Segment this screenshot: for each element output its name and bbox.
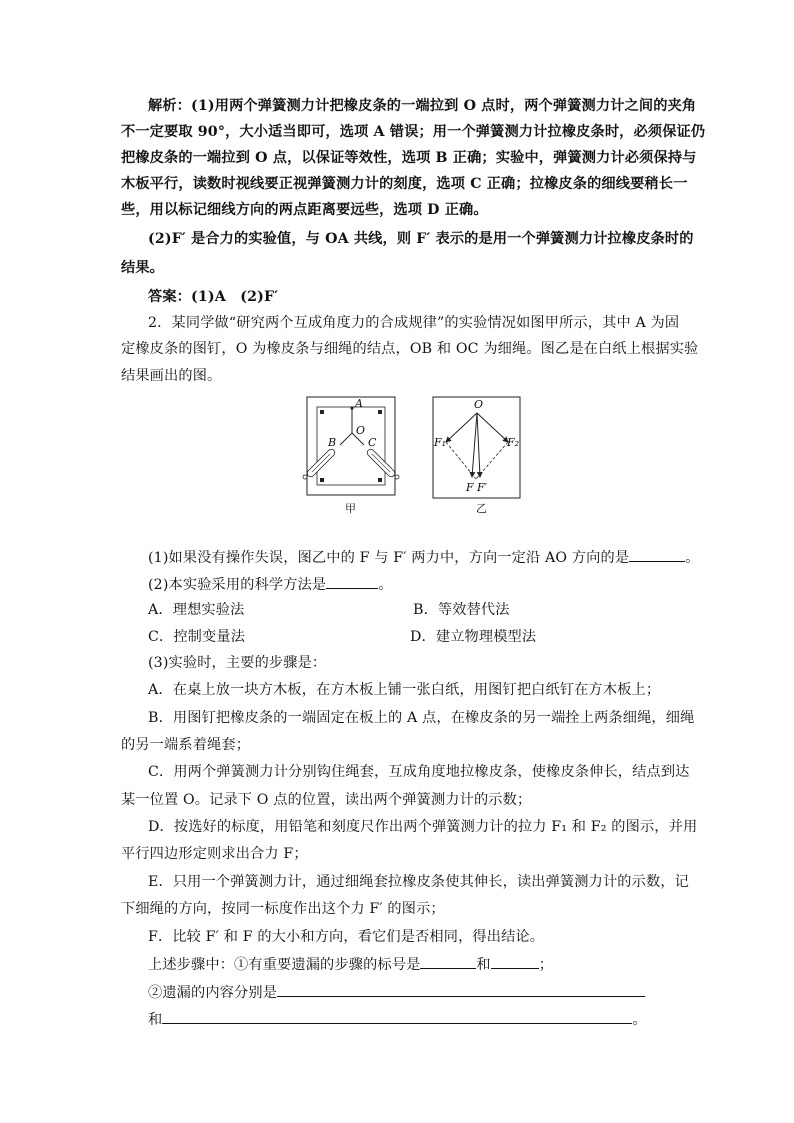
figure-jia-caption: 甲: [345, 502, 356, 515]
result-3-and: 和: [148, 1012, 163, 1028]
result-2-text: ②遗漏的内容分别是: [148, 985, 278, 1001]
analysis-line-5: 些，用以标记细线方向的两点距离要远些，选项 D 正确。: [121, 202, 488, 218]
analysis-line-1: 解析：(1)用两个弹簧测力计把橡皮条的一端拉到 O 点时，两个弹簧测力计之间的夹角: [148, 98, 697, 114]
step-e-line-1: E．只用一个弹簧测力计，通过细绳套拉橡皮条使其伸长，读出弹簧测力计的示数，记: [148, 874, 689, 890]
analysis-line-4: 木板平行，读数时视线要正视弹簧测力计的刻度，选项 C 正确；拉橡皮条的细线要稍长一: [121, 176, 688, 192]
option-b: B．等效替代法: [413, 602, 510, 618]
step-d-line-1: D．按选好的标度，用铅笔和刻度尺作出两个弹簧测力计的拉力 F₁ 和 F₂ 的图示，并用: [148, 819, 698, 835]
figure-jia-label-o: O: [356, 424, 366, 437]
subquestion-2-end: 。: [378, 577, 393, 593]
answer-blank-4[interactable]: [491, 954, 539, 969]
figure-yi-caption: 乙: [476, 502, 487, 515]
figure-jia-label-b: B: [328, 436, 337, 449]
answer-line: 答案：(1)A (2)F′: [148, 289, 279, 305]
result-3-end: 。: [632, 1012, 647, 1028]
step-a: A．在桌上放一块方木板，在方木板上铺一张白纸，用图钉把白纸钉在方木板上；: [148, 682, 661, 698]
option-c: C．控制变量法: [148, 629, 246, 645]
answer-blank-6[interactable]: [162, 1009, 632, 1024]
analysis-line-2: 不一定要取 90°，大小适当即可，选项 A 错误；用一个弹簧测力计拉橡皮条时，必须保证仍: [121, 124, 706, 140]
result-line-3: [148, 1009, 647, 1030]
result-1-and: 和: [476, 957, 491, 973]
figure-jia-label-c: C: [368, 436, 377, 449]
step-b-line-1: B．用图钉把橡皮条的一端固定在板上的 A 点，在橡皮条的另一端拴上两条细绳，细绳: [148, 710, 695, 726]
result-line-2: [148, 982, 645, 1003]
analysis-line-6: (2)F′ 是合力的实验值，与 OA 共线，则 F′ 表示的是用一个弹簧测力计拉橡皮条时的: [148, 231, 694, 247]
step-f: F．比较 F′ 和 F 的大小和方向，看它们是否相同，得出结论。: [148, 929, 545, 945]
figure-jia-label-a: A: [355, 397, 363, 410]
option-d: D．建立物理模型法: [410, 629, 537, 645]
result-1-end: ；: [538, 957, 554, 973]
answer-blank-2[interactable]: [326, 574, 378, 589]
analysis-line-3: 把橡皮条的一端拉到 O 点，以保证等效性，选项 B 正确；实验中，弹簧测力计必须保持与: [121, 150, 697, 166]
figure-yi-label-fprime: F′: [477, 481, 488, 494]
figure-jia-diagram: [300, 395, 400, 501]
result-1-text: 上述步骤中：①有重要遗漏的步骤的标号是: [148, 957, 421, 973]
subquestion-1-end: 。: [685, 550, 700, 566]
answer-blank-5[interactable]: [277, 982, 645, 997]
question-line-2: 定橡皮条的图钉，O 为橡皮条与细绳的结点，OB 和 OC 为细绳。图乙是在白纸上根据实验: [121, 341, 699, 357]
answer-blank-1[interactable]: [629, 547, 685, 562]
step-b-line-2: 的另一端系着绳套；: [121, 737, 251, 753]
figure-yi-label-f1: F₁: [434, 436, 447, 449]
figure-yi-label-o: O: [474, 398, 484, 411]
subquestion-1: [148, 547, 700, 568]
step-d-line-2: 平行四边形定则求出合力 F；: [121, 846, 308, 862]
subquestion-1-text: (1)如果没有操作失误，图乙中的 F 与 F′ 两力中，方向一定沿 AO 方向的是: [148, 550, 630, 566]
figure-yi-label-f: F: [466, 481, 474, 494]
question-line-1: 2．某同学做“研究两个互成角度力的合成规律”的实验情况如图甲所示，其中 A 为固: [148, 315, 680, 331]
subquestion-3: (3)实验时，主要的步骤是：: [148, 655, 327, 671]
step-c-line-2: 某一位置 O。记录下 O 点的位置，读出两个弹簧测力计的示数；: [121, 792, 532, 808]
result-line-1: [148, 954, 553, 975]
option-a: A．理想实验法: [148, 602, 245, 618]
subquestion-2: [148, 574, 393, 595]
answer-blank-3[interactable]: [420, 954, 476, 969]
step-c-line-1: C．用两个弹簧测力计分别钩住绳套，互成角度地拉橡皮条，使橡皮条伸长，结点到达: [148, 764, 690, 780]
subquestion-2-text: (2)本实验采用的科学方法是: [148, 577, 327, 593]
question-line-3: 结果画出的图。: [121, 368, 222, 384]
figure-yi-label-f2: F₂: [507, 436, 520, 449]
analysis-line-7: 结果。: [121, 260, 165, 276]
step-e-line-2: 下细绳的方向，按同一标度作出这个力 F′ 的图示；: [121, 901, 445, 917]
